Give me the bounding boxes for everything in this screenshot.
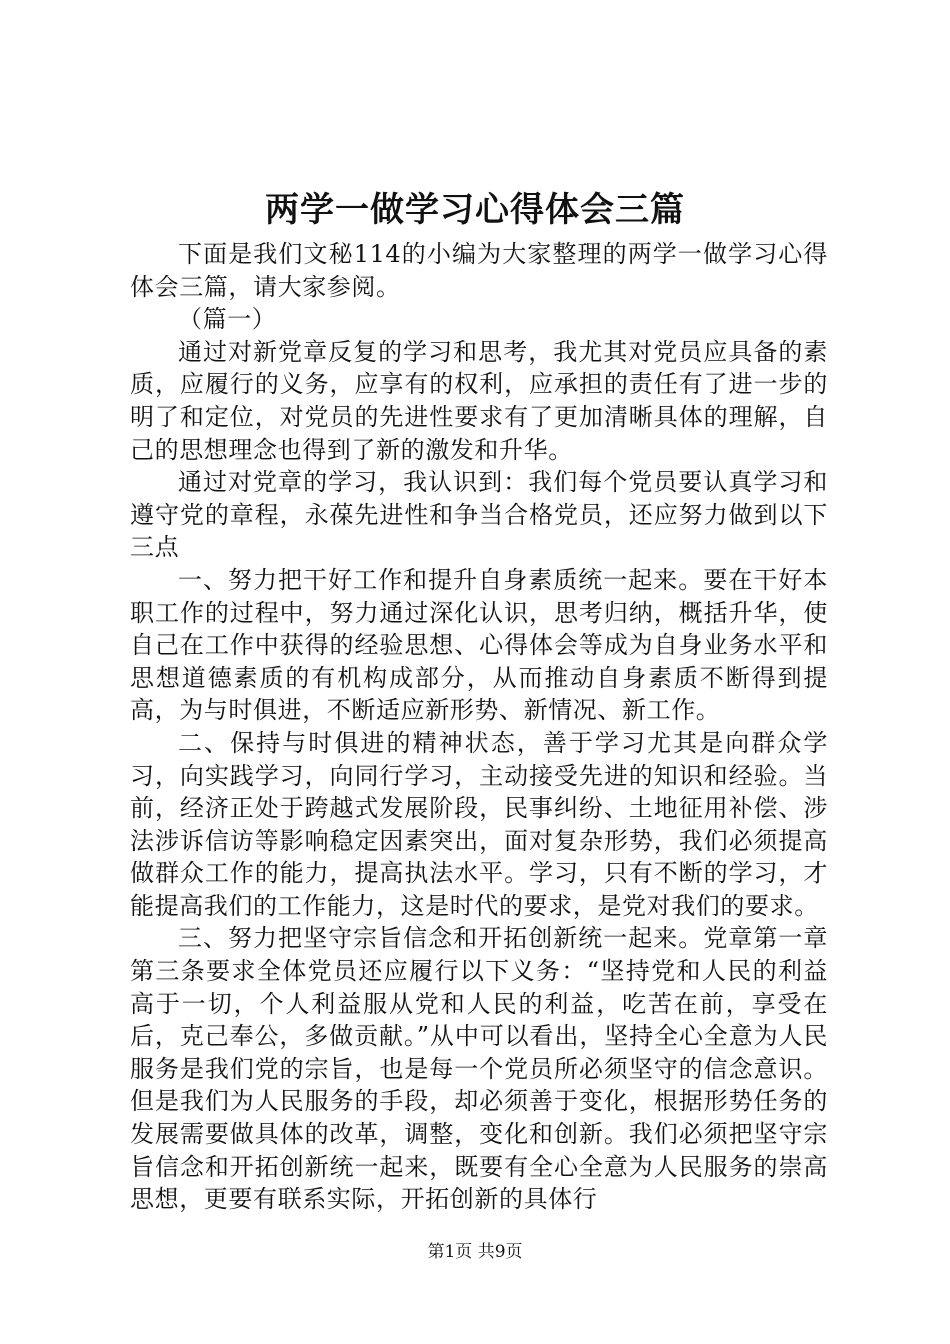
page-footer: 第1页 共9页 xyxy=(427,1242,523,1262)
body-paragraph: 通过对新党章反复的学习和思考，我尤其对党员应具备的素质，应履行的义务，应享有的权利，应承担的责任有了进一步的明了和定位，对党员的先进性要求有了更加清晰具体的理解，自己的思想理念也得到了新的激发和升华。 xyxy=(130,337,828,464)
point-two-paragraph: 二、保持与时俱进的精神状态，善于学习尤其是向群众学习，向实践学习，向同行学习，主动接受先进的知识和经验。当前，经济正处于跨越式发展阶段，民事纠纷、土地征用补偿、涉法涉诉信访等影响稳定因素突出，面对复杂形势，我们必须提高做群众工作的能力，提高执法水平。学习，只有不断的学习，才能提高我们的工作能力，这是时代的要求，是党对我们的要求。 xyxy=(130,728,828,920)
document-title: 两学一做学习心得体会三篇 xyxy=(265,190,685,230)
point-three-paragraph: 三、努力把坚守宗旨信念和开拓创新统一起来。党章第一章第三条要求全体党员还应履行以下义务：“坚持党和人民的利益高于一切，个人利益服从党和人民的利益，吃苦在前，享受在后，克己奉公，多做贡献。”从中可以看出，坚持全心全意为人民服务是我们党的宗旨，也是每一个党员所必须坚守的信念意识。但是我们为人民服务的手段，却必须善于变化，根据形势任务的发展需要做具体的改革，调整，变化和创新。我们必须把坚守宗旨信念和开拓创新统一起来，既要有全心全意为人民服务的崇高思想，更要有联系实际，开拓创新的具体行 xyxy=(130,924,828,1214)
body-paragraph: 通过对党章的学习，我认识到：我们每个党员要认真学习和遵守党的章程，永葆先进性和争当合格党员，还应努力做到以下三点 xyxy=(130,468,828,562)
section-heading-part-one: （篇一） xyxy=(178,305,277,334)
document-body xyxy=(130,238,828,1216)
point-one-paragraph: 一、努力把干好工作和提升自身素质统一起来。要在干好本职工作的过程中，努力通过深化认识，思考归纳，概括升华，使自己在工作中获得的经验思想、心得体会等成为自身业务水平和思想道德素质的有机构成部分，从而推动自身素质不断得到提高，为与时俱进，不断适应新形势、新情况、新工作。 xyxy=(130,565,828,725)
intro-paragraph: 下面是我们文秘114的小编为大家整理的两学一做学习心得体会三篇，请大家参阅。 xyxy=(130,240,828,301)
